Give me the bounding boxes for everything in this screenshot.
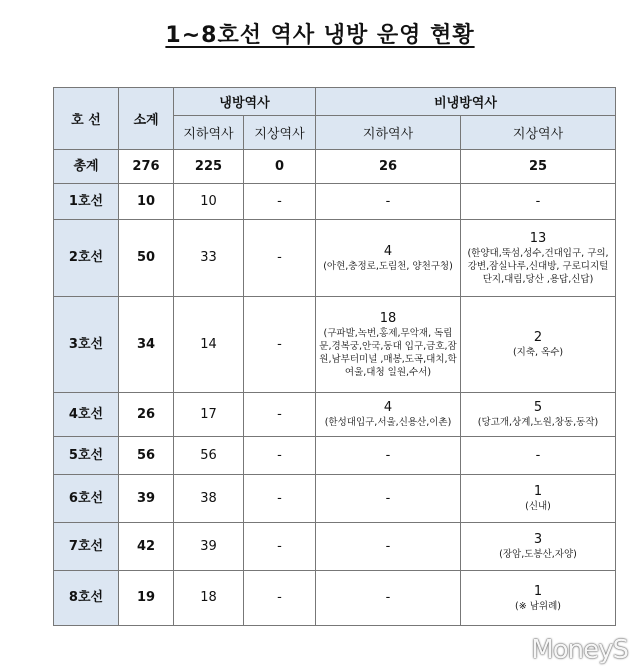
cell-value: - [277,590,282,605]
line-cell [54,184,119,220]
cell-value: 39 [136,490,156,506]
cell-value: 19 [136,590,156,605]
line-cell [54,297,119,393]
watermark-logo: MoneyS [531,635,628,665]
page-title: 1~8호선 역사 냉방 운영 현황 [165,23,475,48]
station-names: (한양대,뚝섬,성수,건대입구, 구의,강변,잠실나루,신대방, 구로디지털단지,대림,당산 ,용답,신답) [467,247,609,285]
cell-value: - [277,406,282,422]
station-cooling-table [53,87,616,626]
cell-value: 1 [533,583,543,599]
header-uncooled: 비냉방역사 [316,88,616,116]
header-uncooled-underground: 지하역사 [316,116,461,150]
subtotal-cell [119,393,174,437]
cell-value: 4 [383,243,393,259]
table-row [54,297,616,393]
uncooled-aboveground-cell [461,220,616,297]
station-names: (장암,도봉산,자양) [499,549,577,560]
table-row [54,523,616,571]
cell-value: 0 [274,158,285,174]
table-row [54,437,616,475]
cell-value: 10 [200,193,217,209]
cell-value: 34 [136,336,156,352]
cell-value: 13 [529,230,547,246]
cooled-aboveground-cell [244,150,316,184]
cell-value: 26 [136,406,156,422]
cooled-aboveground-cell [244,523,316,571]
subtotal-cell [119,184,174,220]
cell-value: 56 [136,447,156,463]
cell-value: 42 [136,538,156,554]
cell-value: 17 [200,406,217,422]
cooled-underground-cell [174,393,244,437]
table-row [54,393,616,437]
header-line: 호 선 [54,88,119,150]
cell-value: 1호선 [68,193,104,209]
uncooled-aboveground-cell [461,150,616,184]
uncooled-underground-cell [316,184,461,220]
cell-value: - [385,447,391,463]
table-row [54,150,616,184]
cell-value: - [385,590,391,605]
cell-value: - [277,490,282,506]
cell-value: - [277,193,282,209]
header-cooled-underground: 지하역사 [174,116,244,150]
cooled-underground-cell [174,184,244,220]
cell-value: 2 [533,330,543,345]
cell-value: 4 [383,400,393,415]
cell-value: 6호선 [68,490,104,506]
table-row [54,184,616,220]
cooled-aboveground-cell [244,475,316,523]
cell-value: 14 [200,336,217,352]
cell-value: 26 [378,158,398,174]
cooled-underground-cell [174,571,244,626]
cell-value: 5호선 [68,447,104,463]
cell-value: 38 [200,490,217,506]
cell-value: - [277,336,282,352]
line-cell [54,150,119,184]
cell-value: 276 [132,158,160,174]
cooled-aboveground-cell [244,297,316,393]
line-cell [54,475,119,523]
cell-value: 5 [533,400,543,415]
line-cell [54,523,119,571]
cooled-underground-cell [174,297,244,393]
station-names: (구파발,녹번,홍제,무악재, 독립문,경복궁,안국,동대 입구,금호,잠원,남부터미널 ,매봉,도곡,대치,학여울,대청 일원,수서) [319,327,457,378]
cooled-underground-cell [174,437,244,475]
station-names: (한성대입구,서울,신용산,이촌) [324,417,452,428]
cell-value: 3 [533,532,543,547]
cell-value: 18 [200,590,217,605]
station-names: (신내) [525,501,551,512]
header-subtotal: 소계 [119,88,174,150]
cooled-aboveground-cell [244,571,316,626]
cell-value: - [385,538,391,554]
subtotal-cell [119,297,174,393]
uncooled-aboveground-cell [461,523,616,571]
cell-value: 8호선 [68,590,104,605]
uncooled-aboveground-cell [461,393,616,437]
header-cooled-aboveground: 지상역사 [244,116,316,150]
table-row [54,571,616,626]
cell-value: 10 [136,193,156,209]
line-cell [54,393,119,437]
subtotal-cell [119,523,174,571]
line-cell [54,571,119,626]
station-names: (당고개,상계,노원,창동,동작) [477,417,599,428]
header-uncooled-aboveground: 지상역사 [461,116,616,150]
uncooled-aboveground-cell [461,297,616,393]
cell-value: 50 [136,250,156,265]
subtotal-cell [119,437,174,475]
cell-value: - [277,447,282,463]
line-cell [54,437,119,475]
station-names: (아현,충정로,도림천, 양천구청) [323,260,453,272]
uncooled-underground-cell [316,297,461,393]
uncooled-aboveground-cell [461,475,616,523]
uncooled-underground-cell [316,523,461,571]
cell-value: 18 [379,310,397,326]
line-cell [54,220,119,297]
header-row-1 [54,88,616,116]
cooled-aboveground-cell [244,184,316,220]
subtotal-cell [119,571,174,626]
cooled-aboveground-cell [244,220,316,297]
cell-value: - [385,490,391,506]
uncooled-underground-cell [316,393,461,437]
cell-value: 25 [528,158,548,174]
cooled-underground-cell [174,475,244,523]
uncooled-underground-cell [316,220,461,297]
cooled-underground-cell [174,150,244,184]
cell-value: 총계 [73,158,99,174]
cell-value: - [277,250,282,265]
cell-value: 225 [194,158,223,174]
uncooled-underground-cell [316,571,461,626]
cell-value: 2호선 [68,250,104,265]
station-names: (※ 남위례) [515,600,561,612]
station-names: (지축, 옥수) [512,347,564,358]
cell-value: - [277,538,282,554]
subtotal-cell [119,150,174,184]
cell-value: - [385,193,391,209]
table-row [54,475,616,523]
cell-value: 1 [533,484,543,499]
cell-value: - [535,193,541,209]
table-row [54,220,616,297]
uncooled-aboveground-cell [461,437,616,475]
cooled-aboveground-cell [244,393,316,437]
cell-value: 33 [200,250,217,265]
cell-value: 3호선 [68,336,104,352]
cell-value: 7호선 [68,538,104,554]
uncooled-underground-cell [316,475,461,523]
cooled-underground-cell [174,523,244,571]
cell-value: 39 [200,538,217,554]
uncooled-underground-cell [316,150,461,184]
cooled-aboveground-cell [244,437,316,475]
uncooled-aboveground-cell [461,571,616,626]
subtotal-cell [119,475,174,523]
uncooled-underground-cell [316,437,461,475]
header-cooled: 냉방역사 [174,88,316,116]
subtotal-cell [119,220,174,297]
cooled-underground-cell [174,220,244,297]
uncooled-aboveground-cell [461,184,616,220]
cell-value: - [535,447,541,463]
cell-value: 4호선 [68,406,104,422]
cell-value: 56 [200,447,217,463]
